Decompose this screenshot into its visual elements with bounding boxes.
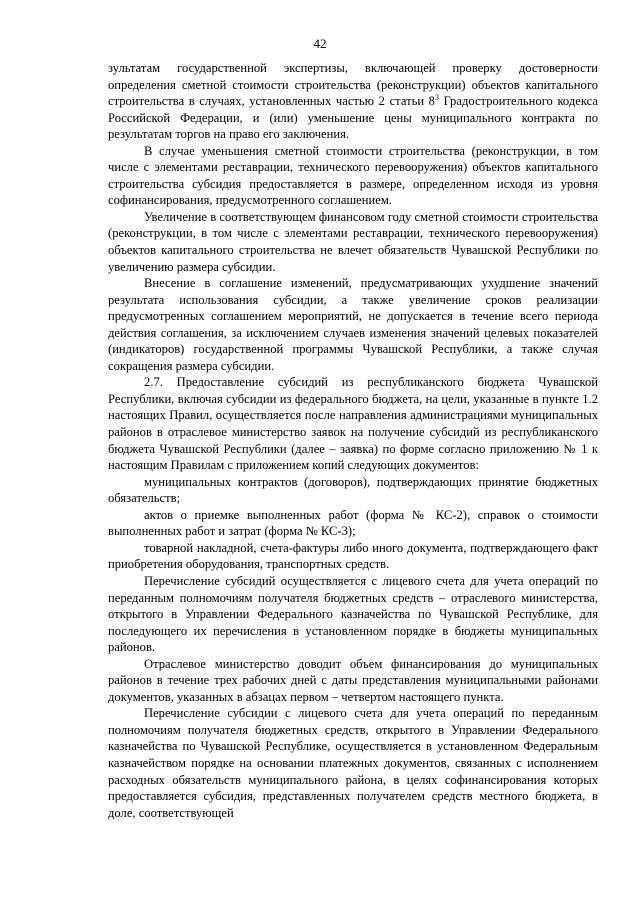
document-body xyxy=(108,60,598,821)
paragraph: Увеличение в соответствующем финансовом году сметной стоимости строительства (реконструкции, в том числе с элементами реставрации, технического перевооружения) объектов капитального строительства не влечет обязательств Чувашской Республики по увеличению размера субсидии. xyxy=(108,209,598,274)
paragraph: товарной накладной, счета-фактуры либо иного документа, подтверждающего факт приобретения оборудования, транспортных средств. xyxy=(108,540,598,572)
paragraph: Отраслевое министерство доводит объем финансирования до муниципальных районов в течение трех рабочих дней с даты представления муниципальными районами документов, указанных в абзацах первом – четвертом настоящего пункта. xyxy=(108,656,598,704)
article-superscript: 3 xyxy=(434,93,439,103)
paragraph: актов о приемке выполненных работ (форма № КС-2), справок о стоимости выполненных работ и затрат (форма № КС-3); xyxy=(108,507,598,539)
page-number: 42 xyxy=(313,36,327,51)
paragraph: муниципальных контрактов (договоров), подтверждающих принятие бюджетных обязательств; xyxy=(108,474,598,506)
paragraph-text: зультатам государственной экспертизы, включающей проверку достоверности определения сметной стоимости строительства (реконструкции) объектов капитального строительства в случаях, установленных частью 2 статьи 8 xyxy=(108,61,598,109)
paragraph-text: Градостроительного кодекса Российской Федерации, и (или) уменьшение цены муниципального контракта по результатам торгов на право его заключения. xyxy=(108,94,598,142)
paragraph: Перечисление субсидий осуществляется с лицевого счета для учета операций по переданным полномочиям получателя бюджетных средств – отраслевого министерства, открытого в Управлении Федерального казначейства по Чувашской Республике, для последующего их перечисления в установленном порядке в бюджеты муниципальных районов. xyxy=(108,573,598,655)
paragraph: В случае уменьшения сметной стоимости строительства (реконструкции, в том числе с элементами реставрации, технического перевооружения) объектов капитального строительства субсидия предоставляется в размере, определенном исходя из уровня софинансирования, предусмотренного соглашением. xyxy=(108,143,598,208)
paragraph: Перечисление субсидии с лицевого счета для учета операций по переданным полномочиям получателя бюджетных средств, открытого в Управлении Федерального казначейства по Чувашской Республике, осуществляется в установленном Федеральным казначейством порядке на основании платежных документов, связанных с исполнением расходных обязательств муниципального района, в целях софинансирования которых предоставляется субсидия, представленных получателем средств местного бюджета, в доле, соответствующей xyxy=(108,706,598,820)
paragraph: 2.7. Предоставление субсидий из республиканского бюджета Чувашской Республики, включая субсидии из федерального бюджета, на цели, указанные в пункте 1.2 настоящих Правил, осуществляется после направления администрациями муниципальных районов в отраслевое министерство заявок на получение субсидий из республиканского бюджета Чувашской Республики (далее – заявка) по форме согласно приложению № 1 к настоящим Правилам с приложением копий следующих документов: xyxy=(108,375,598,473)
paragraph-continued xyxy=(108,60,598,143)
paragraph: Внесение в соглашение изменений, предусматривающих ухудшение значений результата использования субсидии, а также увеличение сроков реализации предусмотренных соглашением мероприятий, не допускается в течение всего периода действия соглашения, за исключением случаев изменения значений целевых показателей (индикаторов) государственной программы Чувашской Республики, а также случая сокращения размера субсидии. xyxy=(108,276,598,373)
